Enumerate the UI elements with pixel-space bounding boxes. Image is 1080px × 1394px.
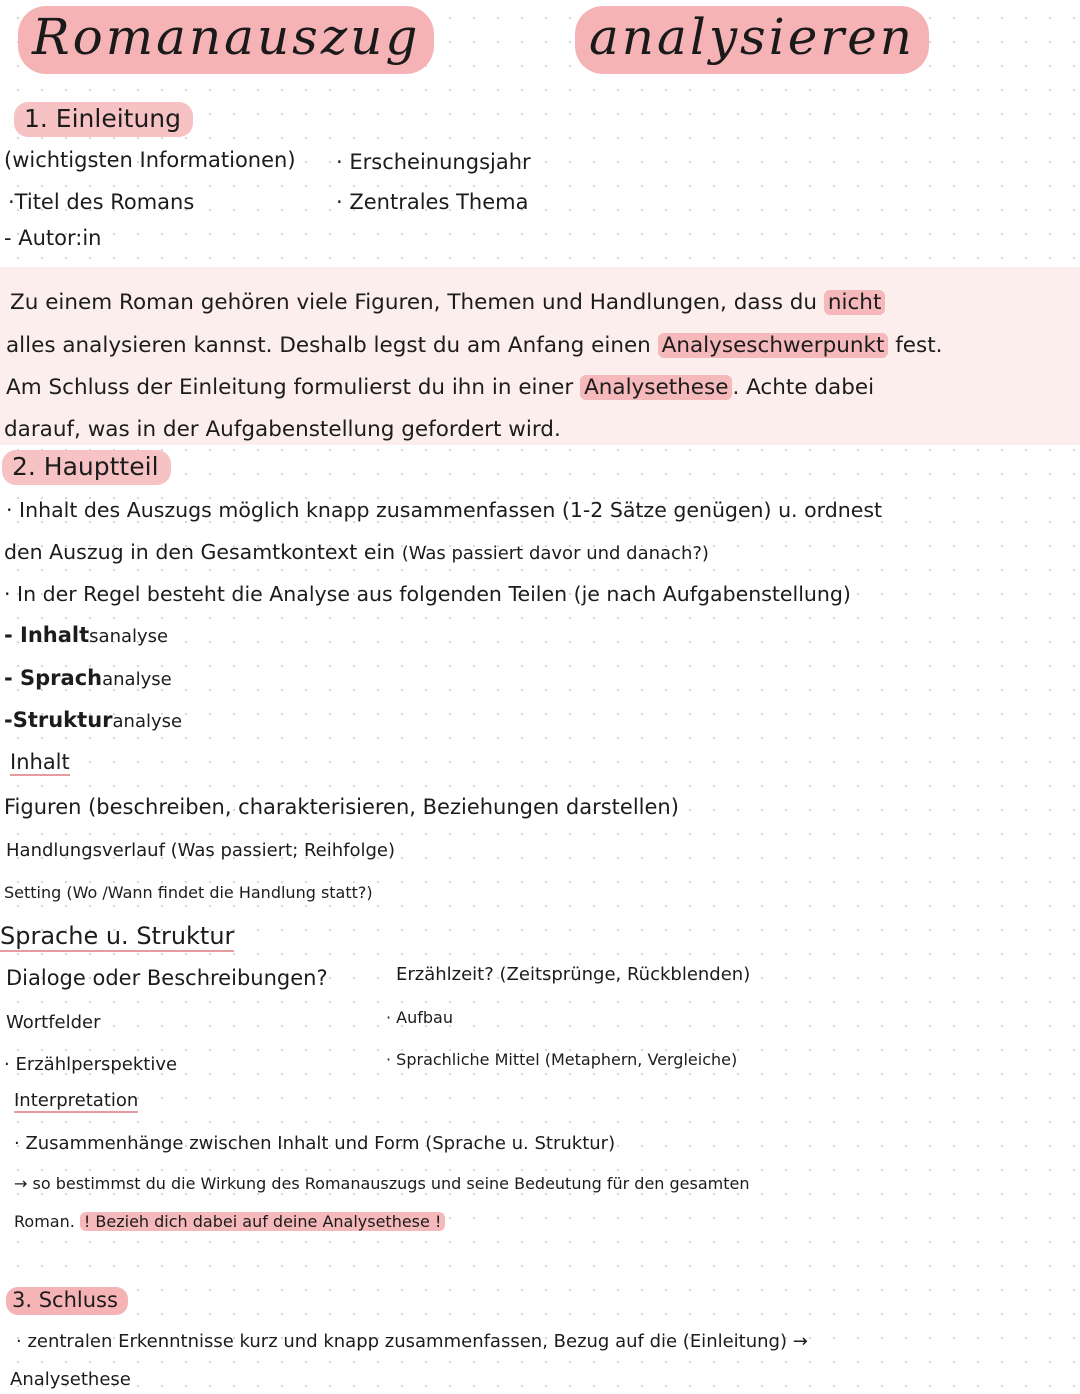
analysis-part: - Sprachanalyse [4, 666, 172, 690]
paragraph-line: Am Schluss der Einleitung formulierst du ihn in einer Analysethese . Achte dabei [6, 375, 875, 400]
sprache-item: · Aufbau [386, 1008, 453, 1027]
analysis-part: -Strukturanalyse [4, 708, 183, 732]
interpretation-line: Roman. ! Bezieh dich dabei auf deine Analysethese ! [14, 1212, 445, 1231]
analysis-part: - Inhaltsanalyse [4, 623, 169, 647]
sprache-item: · Erzählperspektive [4, 1054, 178, 1075]
schluss-heading: 3. Schluss [6, 1288, 128, 1312]
paragraph-line: darauf, was in der Aufgabenstellung gefordert wird. [4, 417, 561, 442]
inhalt-item: Setting (Wo /Wann findet die Handlung statt?) [4, 883, 373, 902]
paragraph-line: alles analysieren kannst. Deshalb legst du am Anfang einen Analyseschwerpunkt fest. [6, 333, 943, 358]
einleitung-item: · Zentrales Thema [336, 190, 529, 214]
schluss-line: Analysethese [10, 1369, 131, 1390]
interpretation-heading: Interpretation [14, 1090, 139, 1111]
schluss-line: · zentralen Erkenntnisse kurz und knapp zusammenfassen, Bezug auf die (Einleitung) → [16, 1331, 808, 1352]
einleitung-heading: 1. Einleitung [14, 104, 193, 133]
einleitung-item: - Autor:in [4, 226, 102, 250]
paragraph-line: Zu einem Roman gehören viele Figuren, Themen und Handlungen, dass du nicht [10, 290, 885, 315]
highlight-mark: nicht [824, 290, 885, 315]
hauptteil-line: · Inhalt des Auszugs möglich knapp zusammenfassen (1-2 Sätze genügen) u. ordnest [6, 498, 883, 522]
highlight-mark: Analyseschwerpunkt [658, 333, 889, 358]
einleitung-item: ·Titel des Romans [8, 190, 195, 214]
sprache-item: Wortfelder [6, 1012, 101, 1033]
hauptteil-line: · In der Regel besteht die Analyse aus folgenden Teilen (je nach Aufgabenstellung) [4, 582, 851, 606]
sprache-item: Erzählzeit? (Zeitsprünge, Rückblenden) [396, 964, 751, 985]
sprache-heading: Sprache u. Struktur [0, 922, 235, 950]
title-part-2: analysieren [575, 6, 929, 74]
highlight-mark: ! Bezieh dich dabei auf deine Analysethese ! [80, 1212, 445, 1231]
page-title [18, 8, 434, 66]
sprache-item: · Sprachliche Mittel (Metaphern, Vergleiche) [386, 1050, 738, 1069]
einleitung-subtitle: (wichtigsten Informationen) [4, 148, 296, 172]
title-part-1: Romanauszug [18, 6, 434, 74]
hauptteil-line: den Auszug in den Gesamtkontext ein (Was passiert davor und danach?) [4, 540, 709, 564]
highlight-mark: Analysethese [580, 375, 732, 400]
einleitung-item: · Erscheinungsjahr [336, 150, 531, 174]
inhalt-item: Handlungsverlauf (Was passiert; Reihfolge) [6, 840, 396, 861]
interpretation-line: → so bestimmst du die Wirkung des Romanauszugs und seine Bedeutung für den gesamten [14, 1174, 750, 1193]
interpretation-line: · Zusammenhänge zwischen Inhalt und Form (Sprache u. Struktur) [14, 1133, 616, 1154]
page-title-2 [575, 8, 929, 66]
inhalt-heading: Inhalt [10, 750, 70, 774]
inhalt-item: Figuren (beschreiben, charakterisieren, Beziehungen darstellen) [4, 795, 679, 819]
hauptteil-heading: 2. Hauptteil [2, 452, 171, 481]
sprache-item: Dialoge oder Beschreibungen? [6, 966, 328, 990]
